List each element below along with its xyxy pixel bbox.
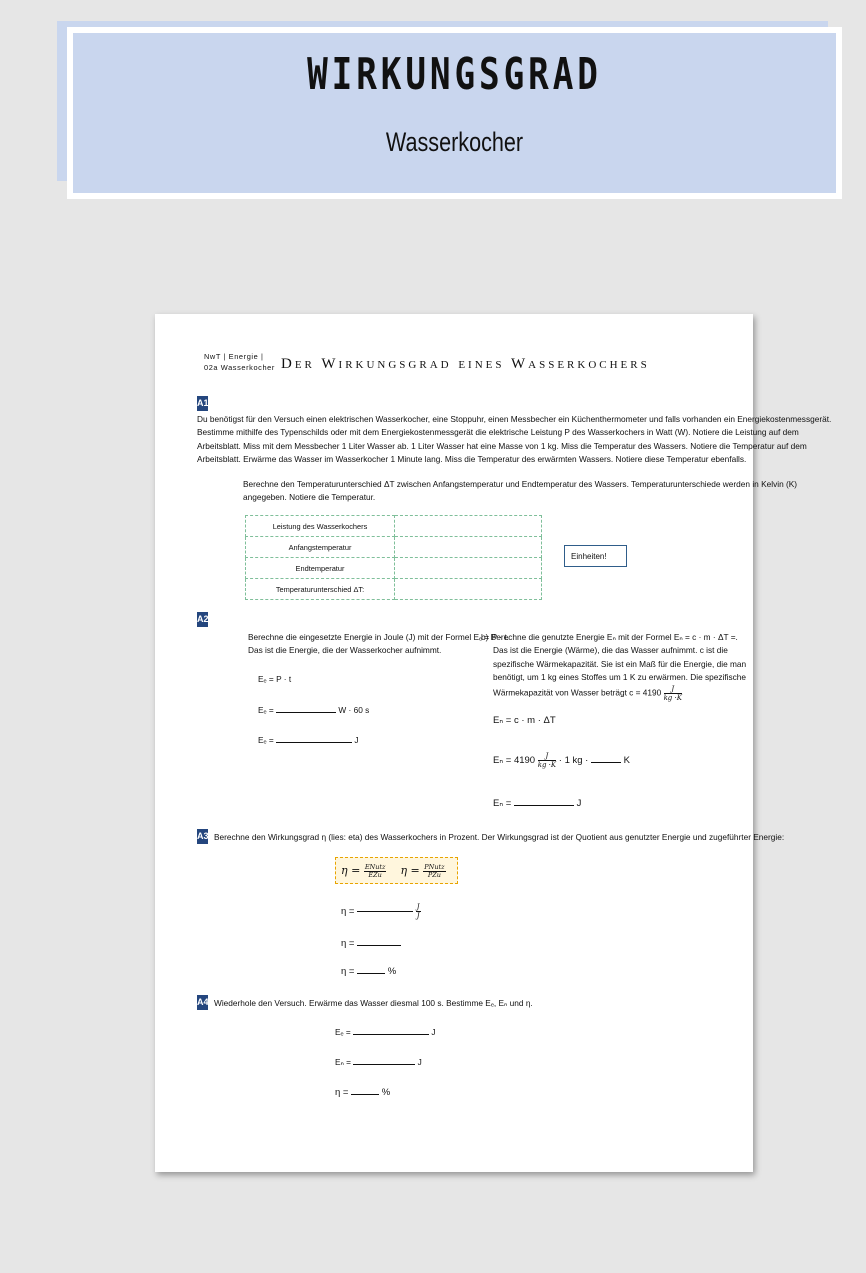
a2-left-line: Das ist die Energie, die der Wasserkocher aufnimmt. (248, 645, 442, 656)
a2-right-line: spezifische Wärmekapazität. Sie ist ein Maß für die Energie, die man (493, 658, 747, 669)
table-value-cell[interactable] (395, 579, 542, 600)
blank-line[interactable] (591, 753, 621, 763)
a2-right-line (481, 685, 746, 702)
blank-line[interactable] (353, 1025, 429, 1035)
eta-prefix: η = (341, 938, 355, 949)
a4-en-suffix: J (417, 1057, 422, 1067)
table-value-cell[interactable] (395, 558, 542, 579)
blank-line[interactable] (276, 703, 336, 713)
fraction-denominator: EZu (368, 870, 382, 879)
a2-en-result-suffix: J (576, 798, 582, 809)
a2-en-prefix: Eₙ = 4190 (493, 755, 536, 767)
a4-eta-suffix: % (381, 1087, 391, 1098)
a2-en-result (493, 796, 581, 810)
a1-line: Arbeitsblatt. Miss mit dem Messbecher 1 Liter Wasser ab. 1 Liter Wasser hat eine Masse von 1 kg. Miss die Temperatur des Wassers. Notiere die Temperatur auf dem (197, 440, 807, 451)
worksheet-page (155, 314, 832, 1172)
a2-ee-result-prefix: Eₑ = (258, 735, 274, 745)
eta-symbol: η = (341, 864, 361, 877)
a4-eta-line (335, 1085, 390, 1099)
a1-line: Bestimme mithilfe des Typenschilds oder mit dem Energiekostenmessgerät die elektrische Leistung P des Wasserkochers in Watt (W). Notiere die Leistung auf dem (197, 427, 799, 438)
a4-ee-suffix: J (431, 1027, 436, 1037)
task-tag-a2: A2 (197, 612, 208, 627)
table-row (246, 579, 542, 600)
banner-title: WIRKUNGSGRAD (307, 49, 602, 100)
a1-line: Du benötigst für den Versuch einen elektrischen Wasserkocher, eine Stoppuhr, einen Messbecher ein Küchenthermometer und falls vorhanden ein Energiekostenmessgerät. (197, 414, 832, 424)
blank-line[interactable] (357, 911, 413, 912)
a3-eta-percent (341, 964, 396, 978)
fraction-numerator: ENutz (364, 862, 386, 871)
a2-right-line: benötigt, um 1 kg eines Stoffes um 1 K zu erwärmen. Die spezifische (493, 672, 747, 683)
a2-formula-en: Eₙ = c · m · ΔT (493, 715, 556, 726)
a2-en-mid: · 1 kg · (558, 755, 589, 767)
table-value-cell[interactable] (395, 537, 542, 558)
a1-subtask-text (243, 478, 797, 505)
table-row (246, 516, 542, 537)
a2-right-text (481, 631, 746, 702)
table-label: Endtemperatur (246, 558, 395, 579)
a1-line: Arbeitsblatt. Erwärme das Wasser im Wasserkocher 1 Minute lang. Miss die Temperatur des erwärmten Wassers. Notiere diese Temperatur ebenfalls. (197, 454, 747, 465)
unit-fraction (664, 685, 682, 702)
a1-sub-line: Berechne den Temperaturunterschied ΔT zwischen Anfangstemperatur und Endtemperatur des Wassers. Temperaturunterschiede werden in Kelvin (K) (243, 479, 798, 489)
a2-ee-suffix: W · 60 s (338, 705, 370, 715)
a2-right-line-5: Wärmekapazität von Wasser beträgt c = 4190 (493, 687, 662, 698)
a2-ee-prefix: Eₑ = (258, 705, 274, 715)
a2-en-calc (493, 752, 630, 769)
eta-prefix: η = (341, 906, 355, 918)
fraction-numerator: J (416, 903, 420, 911)
a2-left-line: Berechne die eingesetzte Energie in Joule (J) mit der Formel Eₑ = P · t. (248, 632, 509, 642)
formula-fraction (364, 864, 387, 879)
banner-subtitle: Wasserkocher (385, 127, 524, 157)
units-hint-box: Einheiten! (564, 545, 627, 567)
a2-left-text (248, 631, 509, 658)
eta-symbol: η = (400, 864, 420, 877)
fraction-denominator: PZu (427, 870, 441, 879)
a2-en-result-prefix: Eₙ = (493, 798, 512, 809)
a2-right-line: Das ist die Energie (Wärme), die das Wasser aufnimmt. c ist die (493, 645, 728, 656)
efficiency-formula-box (335, 857, 458, 884)
a1-text (197, 413, 831, 467)
a2-right-line: b) Berechne die genutzte Energie Eₙ mit der Formel Eₙ = c · m · ΔT =. (481, 632, 738, 642)
measurement-table (245, 515, 542, 600)
blank-line[interactable] (276, 733, 352, 743)
blank-line[interactable] (357, 964, 385, 974)
a2-ee-result (258, 733, 359, 747)
a2-en-suffix: K (623, 755, 630, 767)
a1-sub-line: angegeben. Notiere die Temperatur. (243, 492, 376, 503)
fraction-numerator: J (664, 685, 682, 694)
task-tag-a4: A4 (197, 995, 208, 1010)
header-line-1: NwT | Energie | (204, 352, 264, 361)
sheet-header-meta (204, 351, 275, 373)
a4-ee-prefix: Eₑ = (335, 1027, 351, 1037)
task-tag-a1: A1 (197, 396, 208, 411)
unit-fraction (538, 752, 556, 769)
task-tag-a3: A3 (197, 829, 208, 844)
formula-fraction (423, 864, 445, 879)
a4-en-line (335, 1055, 422, 1069)
blank-line[interactable] (351, 1085, 379, 1095)
fraction-denominator: kg ·K (537, 761, 557, 769)
table-label: Anfangstemperatur (246, 537, 395, 558)
sheet-title: Der Wirkungsgrad eines Wasserkochers (281, 356, 650, 372)
table-label: Leistung des Wasserkochers (246, 516, 395, 537)
fraction-denominator: kg ·K (663, 693, 682, 702)
eta-prefix: η = (341, 966, 355, 977)
title-banner (67, 27, 842, 199)
table-row (246, 537, 542, 558)
fraction-numerator: PNutz (424, 862, 445, 871)
fraction-numerator: J (538, 752, 556, 761)
a2-ee-result-suffix: J (354, 735, 359, 745)
a3-eta-value (341, 936, 401, 950)
table-label: Temperaturunterschied ΔT: (246, 579, 395, 600)
unit-fraction (416, 903, 421, 920)
fraction-denominator: J (416, 912, 420, 920)
header-line-2: 02a Wasserkocher (204, 363, 275, 372)
table-row (246, 558, 542, 579)
a4-eta-prefix: η = (335, 1087, 349, 1098)
blank-line[interactable] (353, 1055, 415, 1065)
a3-text: Berechne den Wirkungsgrad η (lies: eta) des Wasserkochers in Prozent. Der Wirkungsgrad ist der Quotient aus genutzter Energie und zugeführter Energie: (214, 832, 785, 842)
table-value-cell[interactable] (395, 516, 542, 537)
a3-eta-fraction (341, 903, 421, 920)
a2-formula-ee: Eₑ = P · t (258, 674, 292, 684)
a4-en-prefix: Eₙ = (335, 1057, 351, 1067)
blank-line[interactable] (357, 936, 401, 946)
blank-line[interactable] (514, 796, 574, 806)
a2-ee-calc (258, 703, 369, 717)
percent-sign: % (387, 966, 397, 977)
a4-text: Wiederhole den Versuch. Erwärme das Wasser diesmal 100 s. Bestimme Eₑ, Eₙ und η. (214, 998, 533, 1008)
a4-ee-line (335, 1025, 436, 1039)
